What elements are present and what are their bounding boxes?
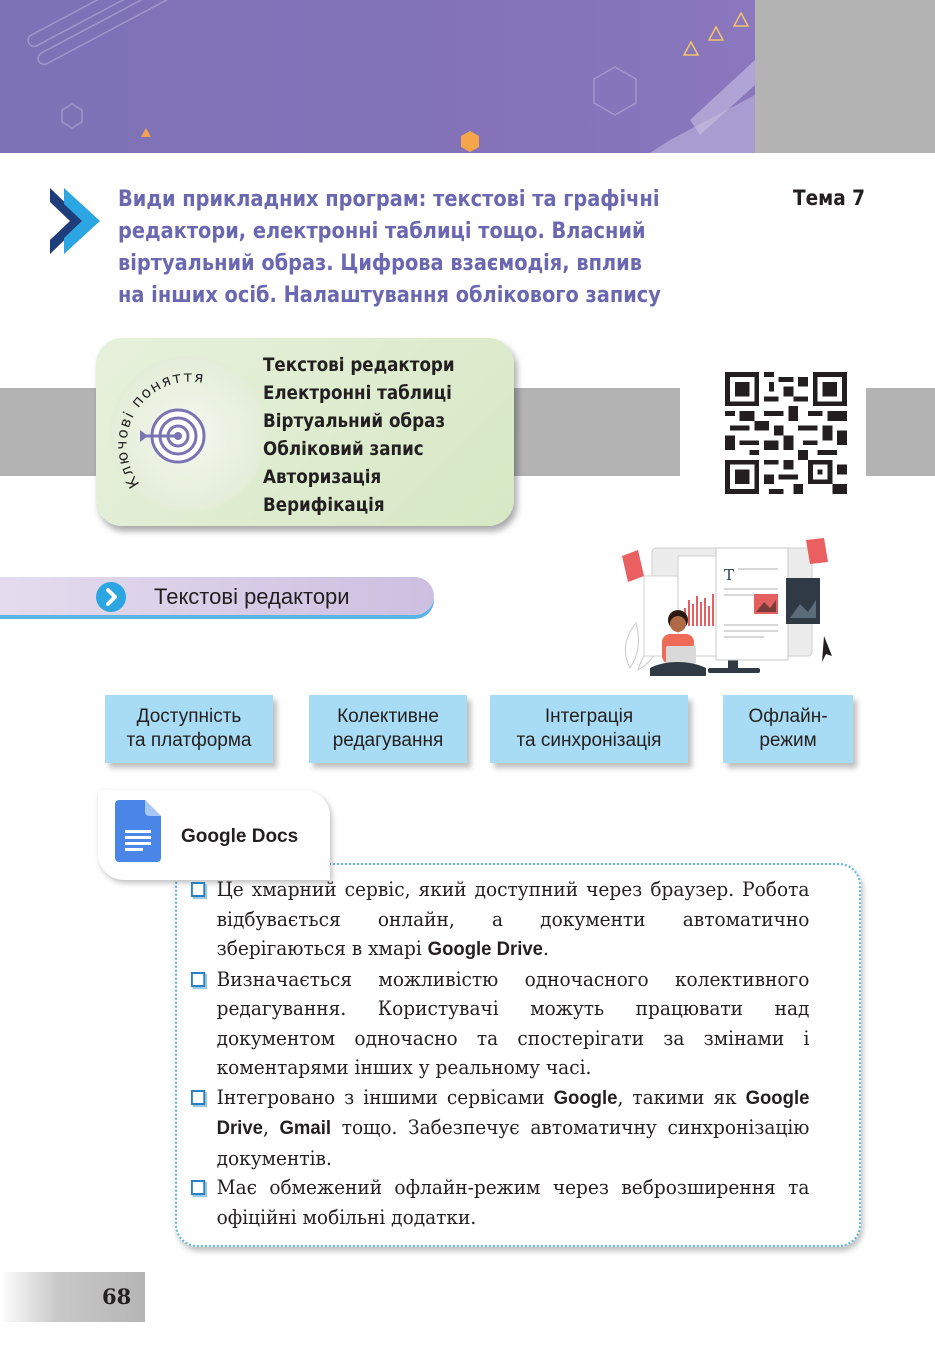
list-item [190,1083,809,1174]
svg-text:T: T [724,566,735,584]
key-concepts-label: Ключові поняття [112,367,207,492]
header-banner [0,0,755,153]
point-bold: Google Drive [216,1086,810,1139]
chevron-right-circle-icon [96,582,126,612]
key-concept-item: Текстові редактори [263,354,455,376]
point-bold: Gmail [279,1117,332,1139]
square-bullet-icon [191,972,205,987]
google-docs-points [190,875,809,1232]
list-item [190,1173,809,1232]
topic-title-line: на інших осіб. Налаштування облікового запису [118,283,661,308]
key-concept-item: Авторизація [263,466,382,488]
feature-line: Колективне [337,706,439,727]
feature-line: та платформа [126,730,252,751]
topic-title-line: редактори, електронні таблиці тощо. Власний [118,219,646,244]
square-bullet-icon [191,1090,205,1105]
point-text: , такими як [617,1085,746,1109]
gray-band [866,388,935,476]
key-concept-item: Віртуальний образ [263,410,446,432]
point-text: , [262,1116,280,1139]
feature-line: Інтеграція [544,706,634,727]
feature-offline-mode [723,695,853,763]
point-text: Це хмарний сервіс, який доступний через браузер. Робота відбувається онлайн, а документи автоматично зберігаються в хмарі [216,878,810,960]
point-text: Визначається можливістю одночасного колективного редагування. Користувачі можуть працювати над документом одночасно та спостерігати за змінами і коментарями інших у реальному часі. [216,967,810,1079]
key-concept-item: Електронні таблиці [263,382,452,404]
list-item [190,965,809,1083]
feature-line: Офлайн- [748,706,828,727]
feature-accessibility [105,695,273,763]
key-concept-item: Верифікація [263,494,385,516]
point-bold: Google [553,1086,618,1109]
feature-line: режим [759,730,817,751]
point-bold: Google Drive [427,938,543,960]
topic-title [118,184,681,312]
double-chevron-right-icon [50,188,100,254]
square-bullet-icon [191,1180,205,1195]
key-concepts-list [263,351,455,519]
list-item [190,875,809,965]
page-number: 68 [102,1284,132,1309]
target-arrow-icon [110,356,266,512]
google-docs-label: Google Docs [181,826,299,847]
point-text: Має обмежений офлайн-режим через веброзширення та офіційні мобільні додатки. [216,1176,810,1229]
header-gray-block [755,0,935,153]
text-editor-illustration [610,538,850,694]
topic-title-line: віртуальний образ. Цифрова взаємодія, вплив [118,251,642,276]
qr-code-icon[interactable] [725,372,847,494]
feature-integration-sync [490,695,688,763]
feature-line: редагування [332,730,444,751]
square-bullet-icon [191,882,205,897]
feature-collaborative-editing [309,695,467,763]
key-concepts-badge [110,356,266,512]
point-text: Інтегровано з іншими сервісами [216,1085,554,1109]
google-docs-icon [115,800,161,862]
point-text: тощо. Забезпечує автоматичну синхронізацію документів. [216,1116,810,1170]
section-title: Текстові редактори [154,584,350,609]
point-text: . [542,937,549,960]
feature-line: Доступність [136,706,242,727]
feature-line: та синхронізація [516,730,662,751]
key-concept-item: Обліковий запис [263,438,424,460]
banner-decoration [0,0,755,153]
topic-number: Тема 7 [793,186,866,210]
topic-title-line: Види прикладних програм: текстові та графічні [118,187,660,212]
